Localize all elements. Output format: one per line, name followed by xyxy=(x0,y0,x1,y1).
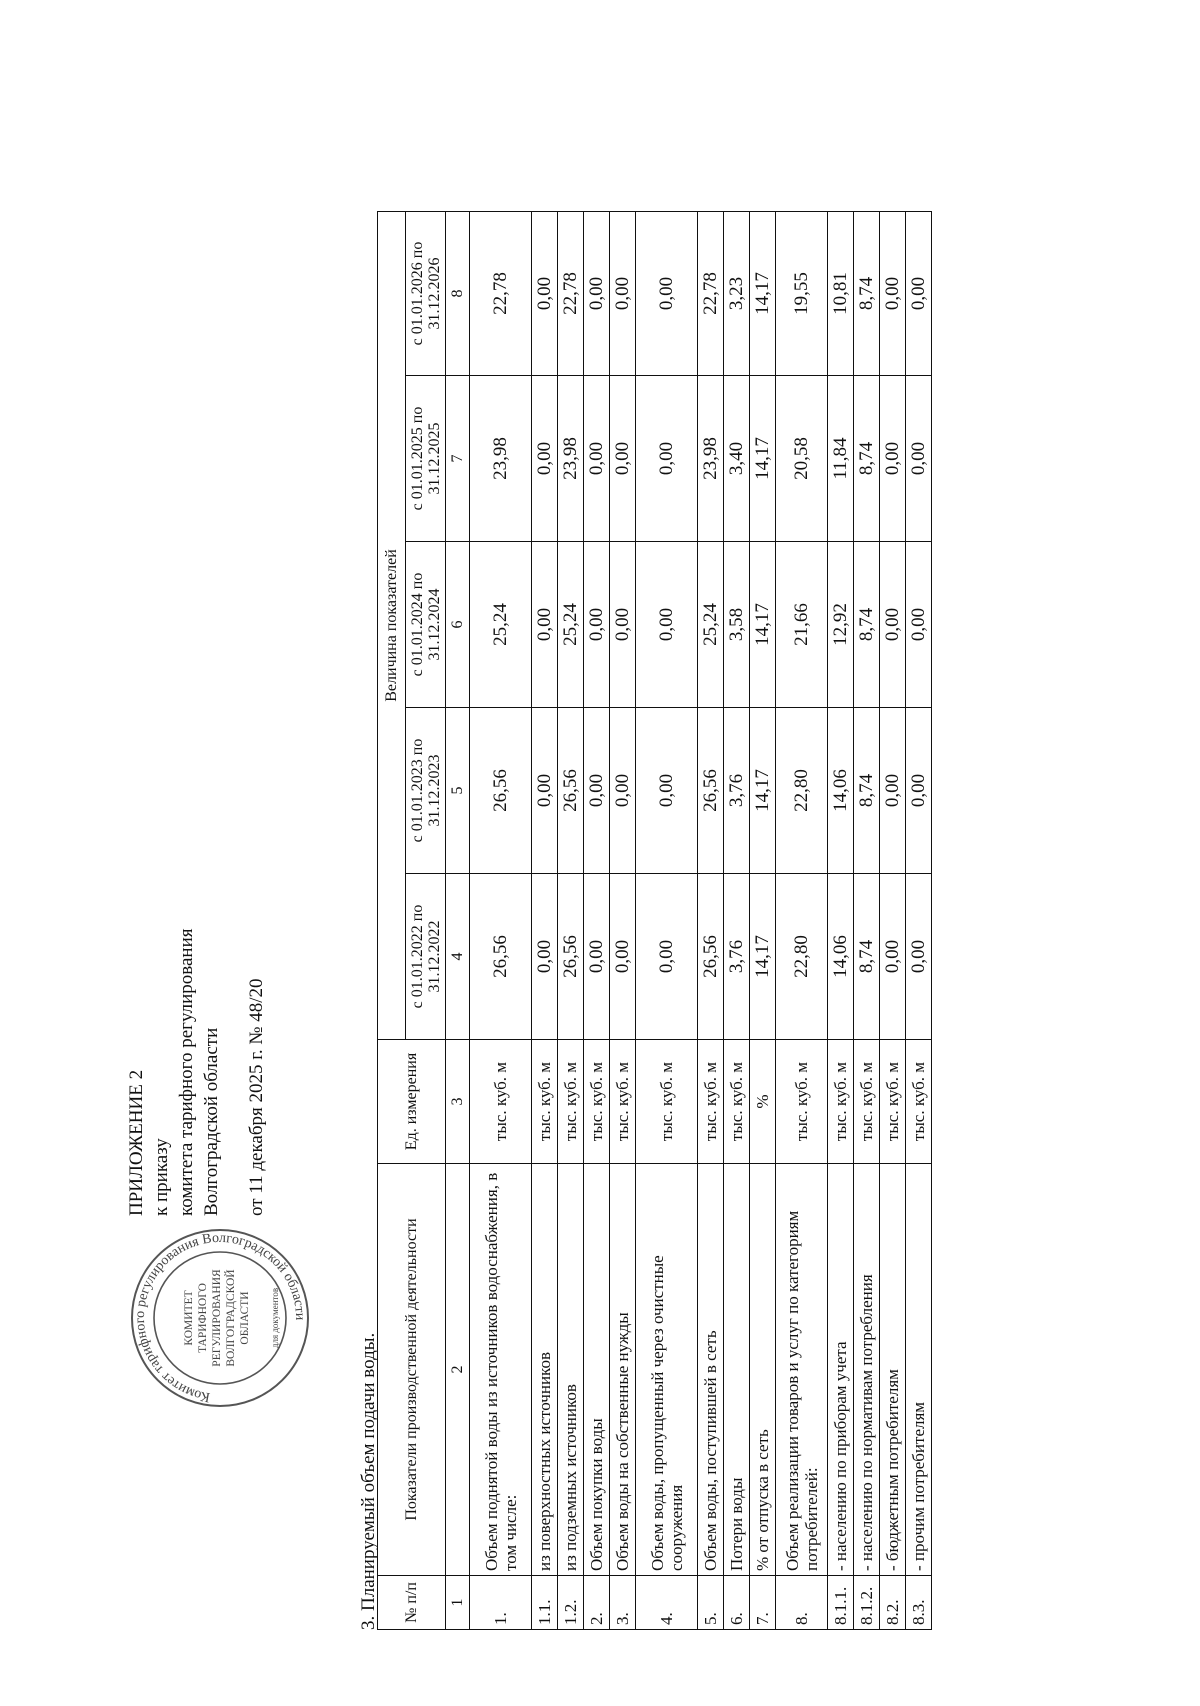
row-value: 11,84 xyxy=(828,376,854,542)
row-value: 25,24 xyxy=(698,542,724,708)
appendix-date: от 11 декабря 2025 г. № 48/20 xyxy=(246,978,267,1216)
row-number: 8. xyxy=(776,1576,828,1630)
row-value: 21,66 xyxy=(776,542,828,708)
head-name: Показатели производственной деятельности xyxy=(378,1164,446,1576)
row-value: 14,06 xyxy=(828,874,854,1040)
row-value: 0,00 xyxy=(880,874,906,1040)
row-number: 1. xyxy=(470,1576,532,1630)
row-value: 26,56 xyxy=(698,708,724,874)
col-number: 3 xyxy=(446,1040,470,1164)
table-row xyxy=(584,211,610,1629)
table-row xyxy=(854,211,880,1629)
row-unit: тыс. куб. м xyxy=(880,1040,906,1164)
row-value: 19,55 xyxy=(776,211,828,375)
row-indicator: Объем воды, поступившей в сеть xyxy=(698,1164,724,1576)
appendix-header xyxy=(124,928,269,1216)
row-value: 0,00 xyxy=(880,211,906,375)
row-number: 1.2. xyxy=(558,1576,584,1630)
seal-center-line: КОМИТЕТ xyxy=(183,1290,195,1346)
row-value: 22,78 xyxy=(698,211,724,375)
row-value: 26,56 xyxy=(470,874,532,1040)
section-title: 3. Планируемый объем подачи воды. xyxy=(358,1332,379,1630)
row-value: 0,00 xyxy=(610,874,636,1040)
table-row xyxy=(610,211,636,1629)
row-value: 0,00 xyxy=(610,376,636,542)
row-value: 0,00 xyxy=(532,874,558,1040)
table-row xyxy=(698,211,724,1629)
table-row xyxy=(776,211,828,1629)
row-value: 0,00 xyxy=(584,542,610,708)
col-number: 2 xyxy=(446,1164,470,1576)
row-value: 26,56 xyxy=(470,708,532,874)
head-period: с 01.01.2022 по 31.12.2022 xyxy=(406,874,446,1040)
row-indicator: Объем воды на собственные нужды xyxy=(610,1164,636,1576)
row-value: 0,00 xyxy=(584,376,610,542)
col-number: 1 xyxy=(446,1576,470,1630)
row-number: 8.3. xyxy=(906,1576,932,1630)
row-value: 23,98 xyxy=(698,376,724,542)
row-value: 26,56 xyxy=(558,708,584,874)
row-value: 0,00 xyxy=(532,542,558,708)
seal-center-line: ВОЛГОГРАДСКОЙ xyxy=(225,1269,237,1367)
row-value: 0,00 xyxy=(906,376,932,542)
head-unit: Ед. измерения xyxy=(378,1040,446,1164)
row-number: 8.1.1. xyxy=(828,1576,854,1630)
row-value: 8,74 xyxy=(854,874,880,1040)
row-value: 22,80 xyxy=(776,874,828,1040)
row-unit: тыс. куб. м xyxy=(906,1040,932,1164)
row-unit: тыс. куб. м xyxy=(854,1040,880,1164)
row-value: 14,06 xyxy=(828,708,854,874)
row-unit: тыс. куб. м xyxy=(636,1040,698,1164)
row-value: 0,00 xyxy=(610,708,636,874)
row-indicator: Объем покупки воды xyxy=(584,1164,610,1576)
row-value: 0,00 xyxy=(636,874,698,1040)
head-period: с 01.01.2025 по 31.12.2025 xyxy=(406,376,446,542)
row-unit: тыс. куб. м xyxy=(610,1040,636,1164)
water-supply-table xyxy=(377,211,932,1630)
row-value: 3,40 xyxy=(724,376,750,542)
row-value: 0,00 xyxy=(880,708,906,874)
row-unit: тыс. куб. м xyxy=(724,1040,750,1164)
row-value: 0,00 xyxy=(636,708,698,874)
row-indicator: - населению по приборам учета xyxy=(828,1164,854,1576)
row-unit: тыс. куб. м xyxy=(776,1040,828,1164)
row-number: 8.1.2. xyxy=(854,1576,880,1630)
row-value: 10,81 xyxy=(828,211,854,375)
row-number: 2. xyxy=(584,1576,610,1630)
appendix-line-2: комитета тарифного регулирования xyxy=(176,928,197,1216)
row-value: 0,00 xyxy=(532,211,558,375)
row-value: 26,56 xyxy=(558,874,584,1040)
row-value: 0,00 xyxy=(584,708,610,874)
row-unit: % xyxy=(750,1040,776,1164)
row-value: 25,24 xyxy=(558,542,584,708)
head-group: Величина показателей xyxy=(378,211,406,1039)
head-period: с 01.01.2026 по 31.12.2026 xyxy=(406,211,446,375)
head-num: № п/п xyxy=(378,1576,446,1630)
row-indicator: Потери воды xyxy=(724,1164,750,1576)
table-row xyxy=(880,211,906,1629)
seal-ring-text: Комитет тарифного регулирования Волгоградской области xyxy=(132,1230,308,1405)
row-number: 6. xyxy=(724,1576,750,1630)
row-unit: тыс. куб. м xyxy=(584,1040,610,1164)
row-value: 0,00 xyxy=(610,211,636,375)
row-value: 12,92 xyxy=(828,542,854,708)
row-unit: тыс. куб. м xyxy=(698,1040,724,1164)
row-value: 23,98 xyxy=(470,376,532,542)
row-value: 8,74 xyxy=(854,211,880,375)
column-number-row xyxy=(446,211,470,1629)
table-row xyxy=(470,211,532,1629)
row-value: 14,17 xyxy=(750,708,776,874)
row-value: 14,17 xyxy=(750,874,776,1040)
row-value: 26,56 xyxy=(698,874,724,1040)
row-number: 1.1. xyxy=(532,1576,558,1630)
row-value: 0,00 xyxy=(532,708,558,874)
col-number: 5 xyxy=(446,708,470,874)
row-value: 22,78 xyxy=(558,211,584,375)
seal-bottom-text: для документов xyxy=(270,1287,280,1349)
row-value: 23,98 xyxy=(558,376,584,542)
row-value: 0,00 xyxy=(532,376,558,542)
row-value: 14,17 xyxy=(750,211,776,375)
table-row xyxy=(750,211,776,1629)
row-value: 20,58 xyxy=(776,376,828,542)
row-value: 0,00 xyxy=(584,211,610,375)
table-row xyxy=(636,211,698,1629)
row-value: 0,00 xyxy=(906,874,932,1040)
row-value: 0,00 xyxy=(906,542,932,708)
table-row xyxy=(724,211,750,1629)
appendix-line-1: к приказу xyxy=(151,1138,172,1216)
row-value: 0,00 xyxy=(906,708,932,874)
row-indicator: Объем поднятой воды из источников водоснабжения, в том числе: xyxy=(470,1164,532,1576)
header-row-group xyxy=(378,211,406,1629)
row-number: 7. xyxy=(750,1576,776,1630)
seal-center-line: ТАРИФНОГО xyxy=(197,1283,209,1353)
row-indicator: Объем реализации товаров и услуг по категориям потребителей: xyxy=(776,1164,828,1576)
row-value: 8,74 xyxy=(854,542,880,708)
row-value: 0,00 xyxy=(610,542,636,708)
row-value: 3,23 xyxy=(724,211,750,375)
row-value: 25,24 xyxy=(470,542,532,708)
table-row xyxy=(532,211,558,1629)
seal-center-line: ОБЛАСТИ xyxy=(239,1291,251,1345)
row-number: 5. xyxy=(698,1576,724,1630)
row-number: 4. xyxy=(636,1576,698,1630)
row-value: 22,80 xyxy=(776,708,828,874)
table-row xyxy=(558,211,584,1629)
table-row xyxy=(906,211,932,1629)
row-value: 3,76 xyxy=(724,874,750,1040)
row-value: 0,00 xyxy=(880,542,906,708)
row-indicator: Объем воды, пропущенный через очистные сооружения xyxy=(636,1164,698,1576)
table-body xyxy=(378,211,932,1629)
table-row xyxy=(828,211,854,1629)
appendix-line-3: Волгоградской области xyxy=(201,1027,222,1216)
row-value: 0,00 xyxy=(636,376,698,542)
head-period: с 01.01.2023 по 31.12.2023 xyxy=(406,708,446,874)
row-value: 0,00 xyxy=(636,211,698,375)
row-value: 8,74 xyxy=(854,708,880,874)
official-seal xyxy=(128,1226,312,1410)
row-value: 3,58 xyxy=(724,542,750,708)
row-value: 0,00 xyxy=(636,542,698,708)
row-indicator: из подземных источников xyxy=(558,1164,584,1576)
row-number: 8.2. xyxy=(880,1576,906,1630)
appendix-title: ПРИЛОЖЕНИЕ 2 xyxy=(126,1069,147,1216)
row-value: 14,17 xyxy=(750,376,776,542)
col-number: 4 xyxy=(446,874,470,1040)
row-indicator: - бюджетным потребителям xyxy=(880,1164,906,1576)
row-unit: тыс. куб. м xyxy=(828,1040,854,1164)
row-unit: тыс. куб. м xyxy=(532,1040,558,1164)
row-value: 3,76 xyxy=(724,708,750,874)
row-unit: тыс. куб. м xyxy=(470,1040,532,1164)
col-number: 8 xyxy=(446,211,470,375)
row-value: 14,17 xyxy=(750,542,776,708)
row-indicator: - прочим потребителям xyxy=(906,1164,932,1576)
seal-center-line: РЕГУЛИРОВАНИЯ xyxy=(211,1269,223,1367)
head-period: с 01.01.2024 по 31.12.2024 xyxy=(406,542,446,708)
row-value: 8,74 xyxy=(854,376,880,542)
col-number: 7 xyxy=(446,376,470,542)
row-value: 0,00 xyxy=(906,211,932,375)
row-indicator: - населению по нормативам потребления xyxy=(854,1164,880,1576)
row-indicator: из поверхностных источников xyxy=(532,1164,558,1576)
row-value: 0,00 xyxy=(880,376,906,542)
row-number: 3. xyxy=(610,1576,636,1630)
row-unit: тыс. куб. м xyxy=(558,1040,584,1164)
row-value: 22,78 xyxy=(470,211,532,375)
row-indicator: % от отпуска в сеть xyxy=(750,1164,776,1576)
col-number: 6 xyxy=(446,542,470,708)
row-value: 0,00 xyxy=(584,874,610,1040)
